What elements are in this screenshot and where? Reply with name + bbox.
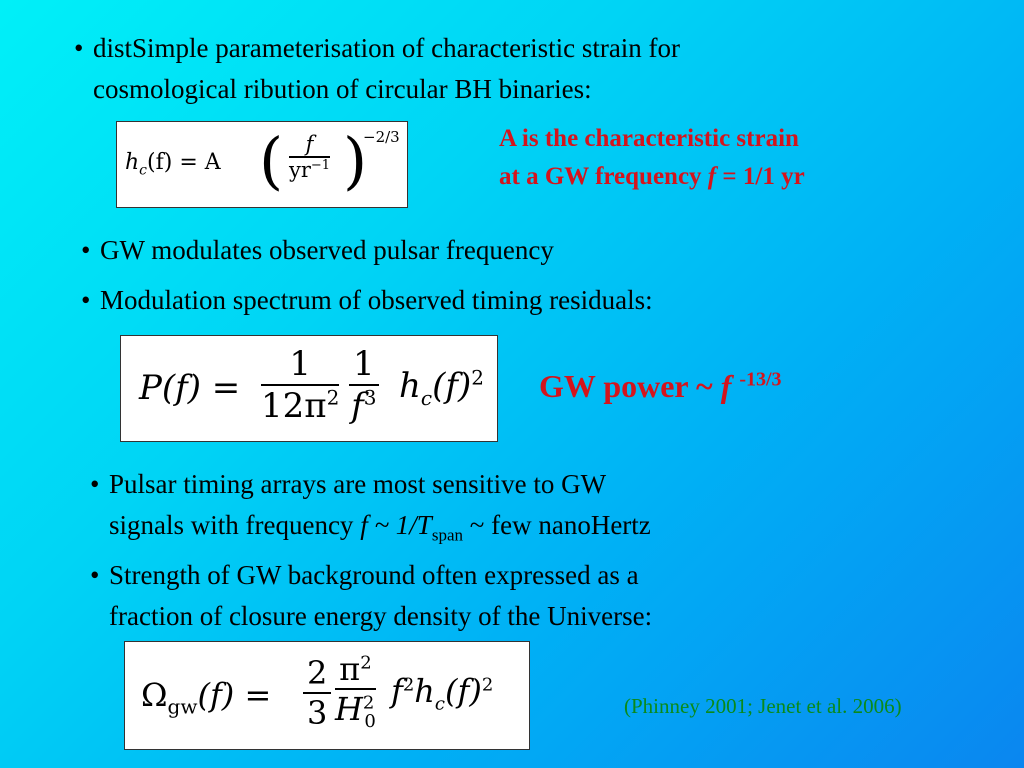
eq-symbol: h [414, 672, 435, 710]
bullet-text-line: Pulsar timing arrays are most sensitive to GW [109, 469, 607, 499]
eq-denominator [335, 690, 376, 733]
bullet-text-line: distSimple parameterisation of characteristic strain for [93, 33, 681, 63]
note-exponent: -13/3 [739, 368, 782, 391]
bullet-modulation-spectrum [81, 280, 653, 321]
note-f: f [707, 163, 717, 190]
left-paren: ( [259, 124, 284, 197]
eq-exponent: 2 [326, 385, 340, 410]
eq-subscript: c [434, 693, 445, 715]
eq-symbol: Ω [141, 676, 168, 714]
eq-exponent: −1 [310, 158, 331, 173]
eq-text: P(f) = [139, 368, 241, 408]
eq-fraction [349, 344, 379, 426]
bullet-text-line: Modulation spectrum of observed timing residuals: [100, 285, 653, 315]
eq-symbol: h [125, 150, 140, 175]
eq-numerator: 1 [261, 344, 339, 386]
eq-numerator: 2 [303, 654, 331, 694]
eq-text: (f) = A [147, 150, 221, 175]
bullet-text-line: fraction of closure energy density of the Universe: [109, 601, 653, 631]
eq-exponent: 2 [362, 692, 375, 714]
eq-text: 12π [261, 386, 327, 426]
eq-subscript: gw [167, 694, 198, 719]
bullet-formula: f ~ 1/T [360, 510, 432, 540]
bullet-dot: • [74, 33, 84, 63]
equation-strain [116, 121, 408, 208]
eq-denominator [349, 386, 379, 426]
eq-numerator: 1 [349, 344, 379, 386]
eq-tail [391, 672, 494, 715]
note-line: A is the characteristic strain [499, 125, 799, 152]
bullet-dot: • [90, 469, 100, 499]
eq-text: H [335, 690, 363, 728]
eq-denominator [289, 158, 330, 182]
eq-fraction [335, 650, 376, 733]
eq-numerator: f [289, 132, 330, 158]
bullet-dot: • [81, 285, 91, 315]
bullet-text: ~ few nanoHertz [469, 510, 651, 540]
bullet-gw-modulates [81, 230, 554, 271]
bullet-strain-intro [74, 28, 681, 110]
eq-text: f [391, 672, 403, 710]
eq-fraction [289, 132, 330, 182]
bullet-text-line: GW modulates observed pulsar frequency [100, 235, 554, 265]
note-text: GW power ~ [539, 368, 713, 404]
strain-note [499, 120, 805, 196]
note-text: at a GW frequency [499, 163, 702, 190]
eq-subscript: c [420, 385, 433, 410]
equation-omega-gw [124, 641, 530, 750]
right-paren: ) [343, 124, 368, 197]
eq-exponent: 2 [481, 674, 494, 696]
eq-exponent: 2 [402, 674, 415, 696]
eq-fraction [303, 654, 331, 732]
eq-exponent: 2 [471, 365, 484, 390]
citation: (Phinney 2001; Jenet et al. 2006) [624, 694, 902, 718]
gw-power-note [539, 368, 782, 405]
note-line [499, 158, 805, 196]
eq-exponent: 2 [360, 652, 372, 674]
bullet-gw-background [90, 555, 653, 637]
eq-fraction [261, 344, 339, 426]
eq-exponent: 3 [363, 385, 377, 410]
eq-omega [141, 676, 272, 719]
bullet-dot: • [90, 560, 100, 590]
bullet-text-line: cosmological ribution of circular BH binaries: [93, 74, 592, 104]
eq-subscript: 0 [364, 711, 376, 733]
note-f: f [720, 368, 732, 404]
eq-hc [399, 365, 484, 410]
eq-denominator [261, 386, 339, 426]
eq-exponent: −2/3 [363, 128, 400, 146]
bullet-pta-sensitivity [90, 464, 651, 546]
eq-text: π [339, 650, 361, 688]
note-text: = 1/1 yr [722, 163, 805, 190]
bullet-text: signals with frequency [109, 510, 354, 540]
eq-denominator: 3 [307, 694, 328, 732]
eq-text: yr [289, 158, 311, 182]
bullet-subscript: span [431, 525, 463, 545]
eq-subscript: c [139, 162, 148, 179]
eq-text: (f) [432, 366, 472, 406]
bullet-dot: • [81, 235, 91, 265]
bullet-text-line [109, 505, 651, 546]
eq-text: (f) = [197, 676, 272, 714]
eq-symbol: h [399, 366, 421, 406]
eq-text: f [351, 386, 364, 426]
eq-text: (f) [445, 672, 482, 710]
bullet-text-line: Strength of GW background often expressed as a [109, 560, 639, 590]
eq-numerator [335, 650, 376, 690]
equation-power-spectrum [120, 335, 498, 442]
